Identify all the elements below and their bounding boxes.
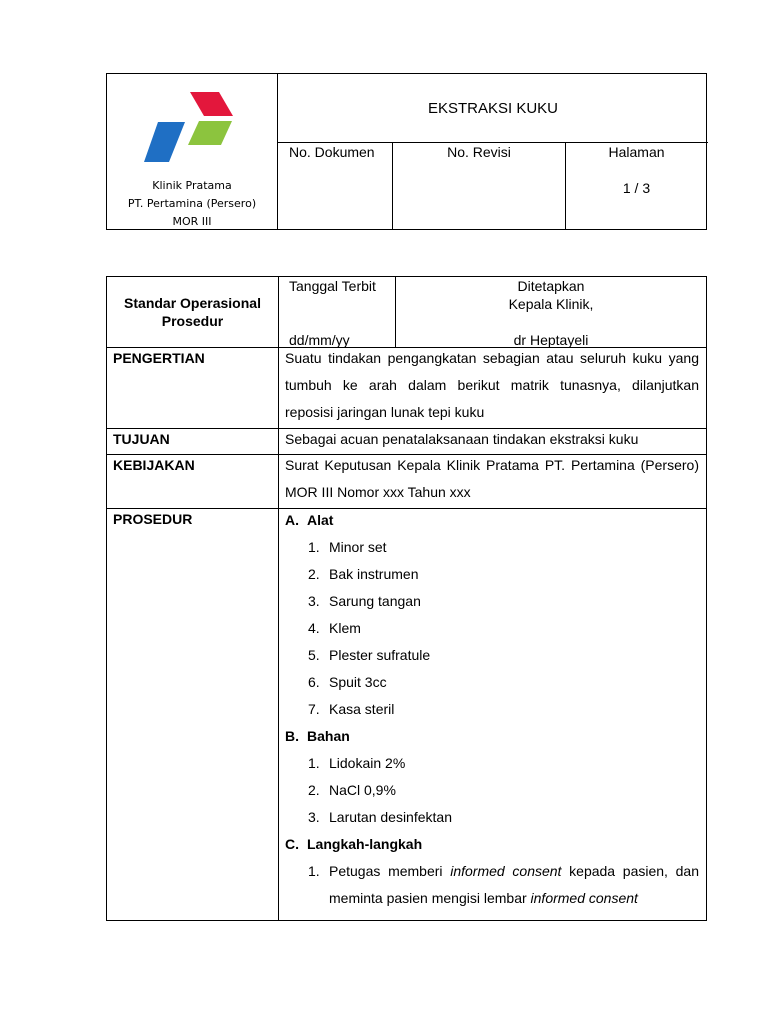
kebijakan-text: Surat Keputusan Kepala Klinik Pratama PT. Pertamina (Persero) MOR III Nomor xxx Tahun xxx [285,457,699,500]
section-bahan-heading [285,723,699,750]
list-item: 7. Kasa steril [308,701,395,717]
sop-table [106,276,707,921]
clinic-logo-cell [107,74,278,229]
pengertian-label: PENGERTIAN [113,350,205,366]
clinic-name-text [107,177,277,231]
tujuan-label: TUJUAN [113,431,170,447]
procedure-content [285,507,699,912]
page-number: 1 / 3 [622,180,651,196]
emphasis-text: informed consent [530,890,638,906]
list-item: 1. Minor set [308,539,387,555]
approver-position: Kepala Klinik, [508,296,594,312]
list-item: 3. Larutan desinfektan [308,809,452,825]
revision-cell [393,143,566,229]
list-item: 4. Klem [308,620,361,636]
clinic-name-line-2: PT. Pertamina (Persero) [127,197,257,210]
clinic-name-line-3: MOR III [172,215,212,228]
list-item: 6. Spuit 3cc [308,674,387,690]
step-number: 1. [308,863,320,879]
section-langkah-heading [285,831,699,858]
doc-number-label: No. Dokumen [289,144,375,160]
list-item: 2. Bak instrumen [308,566,419,582]
list-item: 1. Lidokain 2% [308,755,406,771]
section-title: Bahan [307,728,350,744]
revision-label: No. Revisi [447,144,511,160]
section-title: Alat [307,512,334,528]
page-cell [566,143,707,229]
page-label: Halaman [608,144,665,160]
kebijakan-label: KEBIJAKAN [113,457,195,473]
clinic-name-line-1: Klinik Pratama [152,179,232,192]
column-divider [278,277,279,920]
pertamina-logo-icon [142,90,242,166]
issue-date-value: dd/mm/yy [289,332,350,348]
document-header-table [106,73,707,230]
list-item: 3. Sarung tangan [308,593,421,609]
sop-title-line-2: Prosedur [161,313,224,329]
emphasis-text: informed consent [450,863,562,879]
section-marker: A. [285,512,299,528]
approver-name: dr Heptayeli [513,332,589,348]
sop-title [107,294,278,330]
document-title: EKSTRAKSI KUKU [278,74,708,143]
list-item: 2. NaCl 0,9% [308,782,396,798]
pengertian-text: Suatu tindakan pengangkatan sebagian atau seluruh kuku yang tumbuh ke arah dalam berikut matrik tunasnya, dilanjutkan reposisi jaringan lunak tepi kuku [285,350,699,420]
section-marker: C. [285,836,299,852]
tujuan-text: Sebagai acuan penatalaksanaan tindakan ekstraksi kuku [285,431,639,447]
list-item: 5. Plester sufratule [308,647,431,663]
doc-number-cell [278,143,393,229]
section-title: Langkah-langkah [307,836,423,852]
section-alat-heading [285,507,699,534]
list-item: 1. Petugas memberi informed consent kepada pasien, dan meminta pasien mengisi lembar informed consent [285,858,699,912]
prosedur-label: PROSEDUR [113,511,193,527]
approved-label: Ditetapkan [517,278,585,294]
section-marker: B. [285,728,299,744]
issue-date-label: Tanggal Terbit [289,278,376,294]
sop-title-line-1: Standar Operasional [124,295,261,311]
